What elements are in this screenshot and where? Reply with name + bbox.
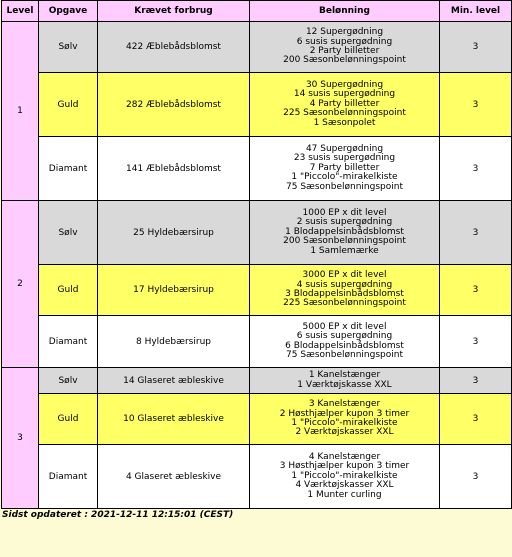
cost-cell: 17 Hyldebærsirup <box>98 265 250 316</box>
reward-line: 4 Værktøjskasser XXL <box>295 480 394 491</box>
reward-line: 1 "Piccolo"-mirakelkiste <box>291 172 398 183</box>
cost-cell: 141 Æblebådsblomst <box>98 137 250 201</box>
reward-line: 1000 EP x dit level <box>302 207 387 218</box>
reward-line: 225 Sæsonbelønningspoint <box>283 108 406 119</box>
reward-line: 2 Værktøjskasser XXL <box>295 427 394 438</box>
reward-line: 200 Sæsonbelønningspoint <box>283 236 406 247</box>
table-row <box>2 368 512 394</box>
reward-line: 1 Kanelstænger <box>308 370 381 381</box>
header-reward: Belønning <box>250 1 440 22</box>
min-level-cell: 3 <box>440 265 512 316</box>
reward-cell <box>250 265 440 316</box>
reward-cell <box>250 73 440 137</box>
level-cell: 2 <box>2 201 39 368</box>
reward-line: 3 Høsthjælper kupon 3 timer <box>279 461 410 472</box>
task-cell: Guld <box>39 265 98 316</box>
reward-line: 1 Sæsonpolet <box>313 117 376 128</box>
task-cell: Guld <box>39 73 98 137</box>
header-level: Level <box>2 1 39 22</box>
table-row <box>2 137 512 201</box>
min-level-cell: 3 <box>440 137 512 201</box>
task-cell: Sølv <box>39 22 98 73</box>
reward-line: 225 Sæsonbelønningspoint <box>283 298 406 309</box>
reward-cell <box>250 201 440 265</box>
reward-line: 75 Sæsonbelønningspoint <box>286 349 403 360</box>
reward-line: 1 "Piccolo"-mirakelkiste <box>291 418 398 428</box>
header-min-level: Min. level <box>440 1 512 22</box>
level-cell: 3 <box>2 368 39 509</box>
task-cell: Diamant <box>39 316 98 368</box>
table-row <box>2 73 512 137</box>
min-level-cell: 3 <box>440 394 512 445</box>
reward-line: 1 Samlemærke <box>310 245 379 256</box>
reward-line: 1 Værktøjskasse XXL <box>297 379 392 390</box>
level-cell: 1 <box>2 22 39 201</box>
reward-line: 3 Kanelstænger <box>308 399 381 410</box>
cost-cell: 14 Glaseret æbleskive <box>98 368 250 394</box>
cost-cell: 25 Hyldebærsirup <box>98 201 250 265</box>
reward-line: 75 Sæsonbelønningspoint <box>286 181 403 192</box>
cost-cell: 282 Æblebådsblomst <box>98 73 250 137</box>
min-level-cell: 3 <box>440 22 512 73</box>
reward-line: 3 Blodappelsinbådsblomst <box>285 289 404 299</box>
header-task: Opgave <box>39 1 98 22</box>
reward-line: 7 Party billetter <box>309 162 380 173</box>
task-cell: Sølv <box>39 201 98 265</box>
reward-line: 4 susis supergødning <box>296 279 393 290</box>
reward-cell <box>250 445 440 509</box>
reward-line: 2 susis supergødning <box>296 217 393 228</box>
reward-cell <box>250 137 440 201</box>
reward-line: 47 Supergødning <box>305 143 384 154</box>
table-row <box>2 22 512 73</box>
task-cell: Guld <box>39 394 98 445</box>
rewards-table <box>1 0 512 509</box>
cost-cell: 422 Æblebådsblomst <box>98 22 250 73</box>
table-row <box>2 201 512 265</box>
task-cell: Diamant <box>39 137 98 201</box>
min-level-cell: 3 <box>440 316 512 368</box>
min-level-cell: 3 <box>440 368 512 394</box>
table-row <box>2 265 512 316</box>
reward-line: 2 Party billetter <box>309 46 380 56</box>
reward-cell <box>250 368 440 394</box>
table-row <box>2 445 512 509</box>
reward-cell <box>250 394 440 445</box>
reward-line: 1 Blodappelsinbådsblomst <box>285 226 404 237</box>
reward-line: 6 Blodappelsinbådsblomst <box>285 340 404 351</box>
reward-line: 1 Munter curling <box>307 489 382 500</box>
reward-line: 1 "Piccolo"-mirakelkiste <box>291 470 398 481</box>
reward-line: 4 Kanelstænger <box>308 451 381 462</box>
reward-line: 6 susis supergødning <box>296 331 393 342</box>
reward-line: 2 Høsthjælper kupon 3 timer <box>279 408 410 419</box>
task-cell: Sølv <box>39 368 98 394</box>
reward-line: 200 Sæsonbelønningspoint <box>283 55 406 66</box>
reward-line: 4 Party billetter <box>309 98 380 109</box>
reward-cell <box>250 316 440 368</box>
min-level-cell: 3 <box>440 73 512 137</box>
reward-cell <box>250 22 440 73</box>
reward-line: 30 Supergødning <box>305 79 384 90</box>
reward-line: 12 Supergødning <box>305 27 384 38</box>
reward-line: 3000 EP x dit level <box>302 270 387 281</box>
reward-line: 23 susis supergødning <box>293 153 396 164</box>
header-row <box>2 1 512 22</box>
reward-line: 14 susis supergødning <box>293 89 396 100</box>
min-level-cell: 3 <box>440 445 512 509</box>
reward-line: 5000 EP x dit level <box>302 321 387 332</box>
last-updated: Sidst opdateret : 2021-12-11 12:15:01 (CEST) <box>2 510 234 520</box>
cost-cell: 4 Glaseret æbleskive <box>98 445 250 509</box>
task-cell: Diamant <box>39 445 98 509</box>
reward-line: 6 susis supergødning <box>296 36 393 47</box>
min-level-cell: 3 <box>440 201 512 265</box>
cost-cell: 8 Hyldebærsirup <box>98 316 250 368</box>
table-row <box>2 394 512 445</box>
table-body <box>2 22 512 509</box>
cost-cell: 10 Glaseret æbleskive <box>98 394 250 445</box>
table-row <box>2 316 512 368</box>
header-cost: Krævet forbrug <box>98 1 250 22</box>
